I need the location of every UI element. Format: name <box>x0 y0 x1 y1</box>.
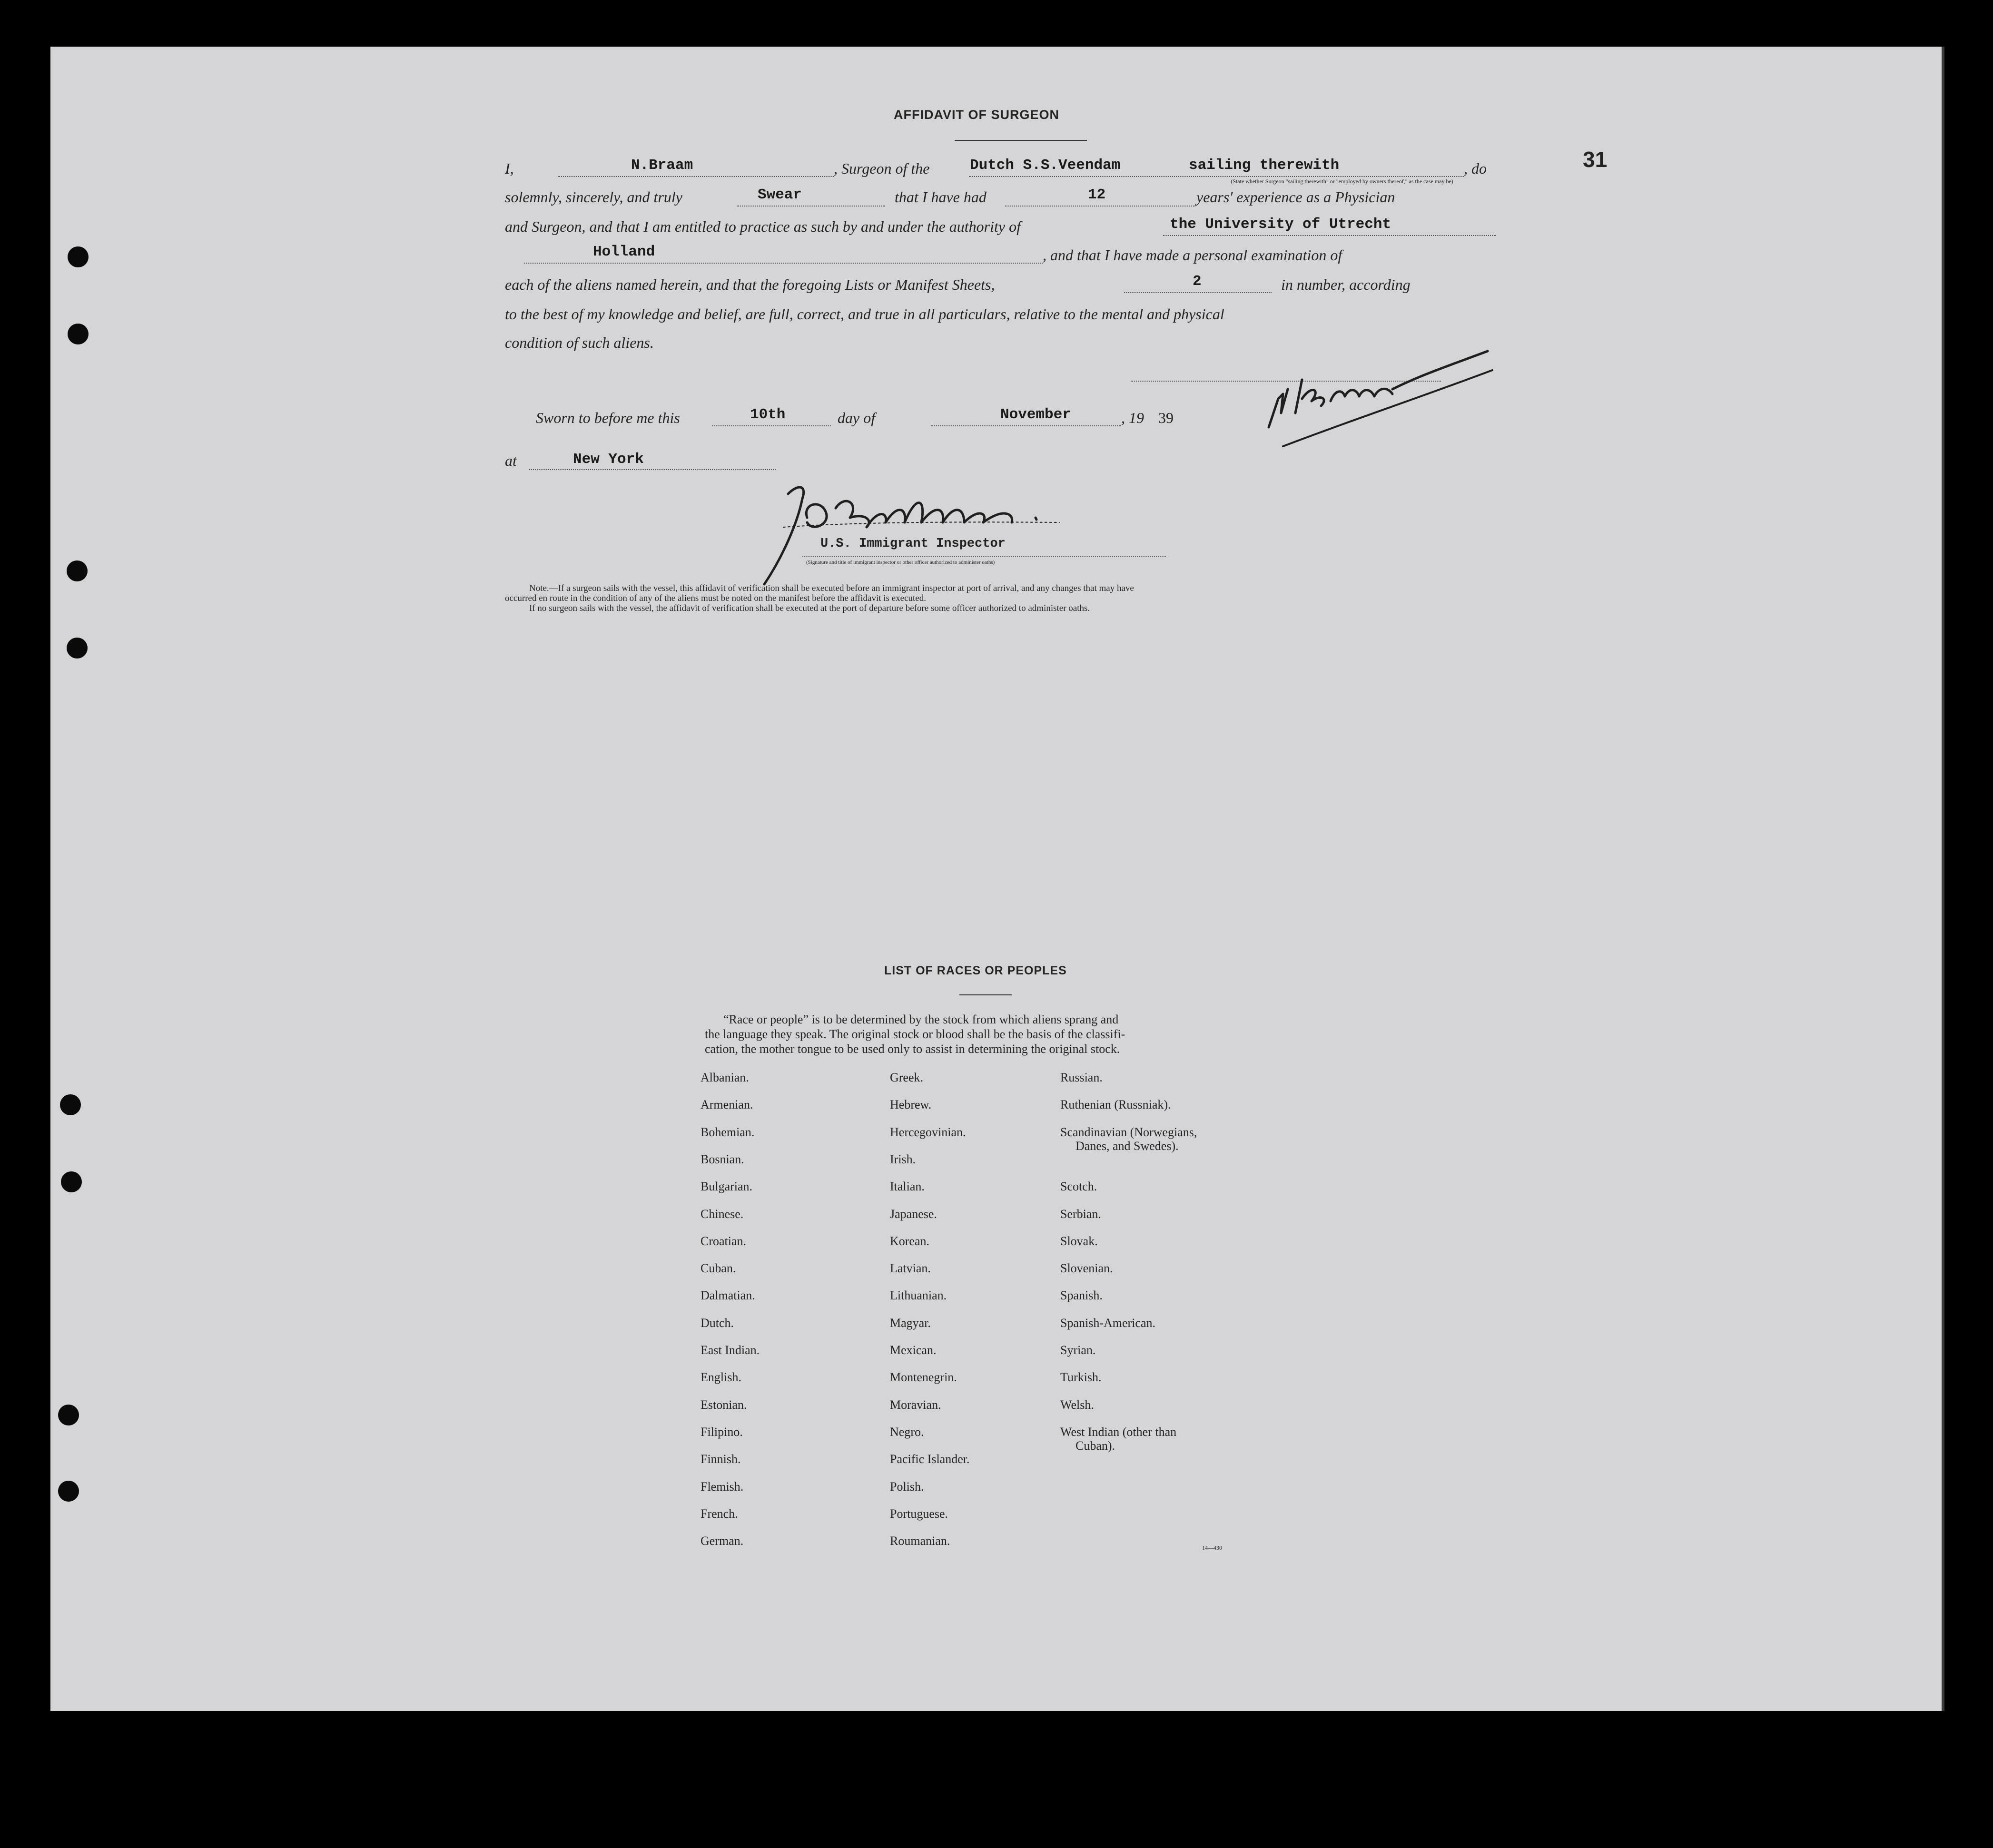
race-item-line: Russian. <box>1060 1071 1103 1084</box>
race-item: Flemish. <box>701 1479 744 1494</box>
race-item: Irish. <box>890 1152 916 1166</box>
document-page <box>50 47 1944 1711</box>
ship-line <box>969 176 1464 177</box>
text-had: that I have had <box>895 188 987 206</box>
race-item: Portuguese. <box>890 1506 948 1521</box>
race-item: Korean. <box>890 1234 930 1248</box>
sheets-count: 2 <box>1193 273 1202 290</box>
race-item: Bohemian. <box>701 1125 755 1139</box>
race-item: Croatian. <box>701 1234 747 1248</box>
race-item-line: Slovenian. <box>1060 1261 1113 1276</box>
month-line <box>931 425 1121 426</box>
day-line <box>712 425 831 426</box>
years-experience: 12 <box>1088 187 1106 203</box>
race-item <box>1060 1370 1101 1384</box>
race-item-line: Scotch. <box>1060 1180 1097 1194</box>
race-item: Greek. <box>890 1071 924 1084</box>
text-each: each of the aliens named herein, and that the foregoing Lists or Manifest Sheets, <box>505 276 995 293</box>
text-examination: , and that I have made a personal examination of <box>1043 246 1342 264</box>
text-in-number: in number, according <box>1281 276 1411 293</box>
race-item <box>1060 1261 1113 1275</box>
text-and-surgeon: and Surgeon, and that I am entitled to practice as such by and under the authority of <box>505 218 1021 235</box>
surgeon-name: N.Braam <box>631 157 693 174</box>
race-item-line: West Indian (other than <box>1060 1425 1177 1439</box>
text-best: to the best of my knowledge and belief, are full, correct, and true in all particulars, relative to the mental and physical <box>505 305 1224 323</box>
text-do: , do <box>1464 160 1487 177</box>
text-sworn: Sworn to before me this <box>536 409 680 426</box>
race-item: French. <box>701 1506 738 1521</box>
race-item: Italian. <box>890 1180 925 1194</box>
race-item <box>1060 1398 1094 1412</box>
race-item: Hercegovinian. <box>890 1125 966 1139</box>
race-item: Bulgarian. <box>701 1180 753 1194</box>
race-item: Mexican. <box>890 1343 937 1357</box>
race-item: Estonian. <box>701 1397 747 1412</box>
race-item <box>1060 1234 1098 1248</box>
authority-1: the University of Utrecht <box>1170 216 1391 233</box>
race-item: Bosnian. <box>701 1152 744 1166</box>
race-item <box>1060 1180 1097 1193</box>
binder-hole <box>58 1405 79 1425</box>
race-item: Latvian. <box>890 1261 931 1276</box>
race-item <box>1060 1425 1176 1453</box>
races-intro-1: “Race or people” is to be determined by the stock from which aliens sprang and <box>723 1012 1119 1026</box>
authority-line <box>1163 235 1496 236</box>
race-item: Dutch. <box>701 1316 734 1330</box>
race-item <box>1060 1207 1101 1221</box>
race-item: Cuban. <box>701 1261 736 1276</box>
binder-hole <box>68 246 89 267</box>
race-item: Hebrew. <box>890 1098 932 1112</box>
race-item: Albanian. <box>701 1071 749 1084</box>
race-item <box>1060 1288 1103 1302</box>
race-item: Magyar. <box>890 1316 931 1330</box>
race-item-line: Scandinavian (Norwegians, <box>1060 1125 1197 1139</box>
race-item: Filipino. <box>701 1425 743 1439</box>
races-intro-2: the language they speak. The original stock or blood shall be the basis of the classifi- <box>705 1027 1125 1041</box>
binder-hole <box>60 1094 81 1115</box>
sworn-place: New York <box>573 451 644 468</box>
race-item: Lithuanian. <box>890 1288 947 1303</box>
race-item-line: Welsh. <box>1060 1397 1094 1412</box>
race-item <box>1060 1343 1095 1357</box>
race-item: Dalmatian. <box>701 1288 755 1303</box>
race-item: Chinese. <box>701 1207 744 1221</box>
inspector-title: U.S. Immigrant Inspector <box>820 537 1006 551</box>
race-item: Moravian. <box>890 1397 941 1412</box>
text-condition: condition of such aliens. <box>505 334 654 351</box>
surgeon-signature <box>1250 318 1497 461</box>
race-item: Polish. <box>890 1479 924 1494</box>
race-item-line: Spanish-American. <box>1060 1316 1156 1330</box>
text-at: at <box>505 452 517 469</box>
race-item: English. <box>701 1370 741 1385</box>
form-number: 14—430 <box>1202 1544 1222 1551</box>
race-item: Finnish. <box>701 1452 741 1466</box>
place-line <box>529 469 776 470</box>
note-line-3: If no surgeon sails with the vessel, the affidavit of verification shall be executed at the port of departure before some officer authorized to administer oaths. <box>529 603 1090 613</box>
race-item <box>1060 1071 1103 1084</box>
races-title: LIST OF RACES OR PEOPLES <box>884 964 1067 977</box>
text-solemnly: solemnly, sincerely, and truly <box>505 188 682 206</box>
text-day-of: day of <box>838 409 876 426</box>
race-item-line: Danes, and Swedes). <box>1075 1139 1179 1153</box>
note-line-2: occurred en route in the condition of any of the aliens must be noted on the manifest before the affidavit is executed. <box>505 593 926 603</box>
race-item-line: Turkish. <box>1060 1370 1102 1385</box>
race-item: Roumanian. <box>890 1534 950 1548</box>
race-item: Montenegrin. <box>890 1370 957 1385</box>
binder-hole <box>67 560 88 581</box>
title-underline <box>955 140 1087 141</box>
surgeon-capacity: sailing therewith <box>1189 157 1340 174</box>
affidavit-title: AFFIDAVIT OF SURGEON <box>894 108 1059 122</box>
text-year-prefix: , 19 <box>1121 409 1144 426</box>
page-number: 31 <box>1583 147 1608 172</box>
note-line-1: Note.—If a surgeon sails with the vessel, this affidavit of verification shall be executed before an immigrant inspector at port of arrival, and any changes that may have <box>529 583 1134 593</box>
sworn-day: 10th <box>750 406 786 423</box>
authority-2: Holland <box>593 244 655 260</box>
name-line <box>558 176 834 177</box>
oath-word: Swear <box>758 187 802 203</box>
race-item <box>1060 1098 1171 1111</box>
text-surgeon-of: , Surgeon of the <box>834 160 930 177</box>
text-i: I, <box>505 160 514 177</box>
races-title-underline <box>959 994 1012 995</box>
authority-2-line <box>524 263 1043 264</box>
race-item <box>1060 1125 1197 1153</box>
inspector-line <box>802 556 1166 557</box>
race-item-line: Syrian. <box>1060 1343 1096 1357</box>
race-item-line: Spanish. <box>1060 1288 1103 1303</box>
race-item-line: Ruthenian (Russniak). <box>1060 1098 1171 1112</box>
inspector-caption: (Signature and title of immigrant inspector or other officer authorized to administer oaths) <box>806 560 995 565</box>
race-item-line: Serbian. <box>1060 1207 1101 1221</box>
race-item: Japanese. <box>890 1207 937 1221</box>
sheets-line <box>1124 292 1272 293</box>
binder-hole <box>67 638 88 659</box>
ship-name: Dutch S.S.Veendam <box>970 157 1121 174</box>
binder-hole <box>58 1481 79 1502</box>
race-item: German. <box>701 1534 744 1548</box>
race-item: Pacific Islander. <box>890 1452 970 1466</box>
sworn-year-suffix: 39 <box>1158 409 1174 426</box>
text-years: years' experience as a Physician <box>1196 188 1395 206</box>
binder-hole <box>68 324 89 344</box>
race-item-line: Cuban). <box>1075 1438 1115 1453</box>
sworn-month: November <box>1000 406 1071 423</box>
capacity-caption: (State whether Surgeon "sailing therewith" or "employed by owners thereof," as the case may be) <box>1231 178 1453 185</box>
binder-hole <box>61 1171 82 1192</box>
race-item: East Indian. <box>701 1343 760 1357</box>
race-item: Negro. <box>890 1425 924 1439</box>
race-item: Armenian. <box>701 1098 753 1112</box>
race-item-line: Slovak. <box>1060 1234 1098 1248</box>
races-intro-3: cation, the mother tongue to be used only to assist in determining the original stock. <box>705 1042 1120 1056</box>
race-item <box>1060 1316 1155 1330</box>
